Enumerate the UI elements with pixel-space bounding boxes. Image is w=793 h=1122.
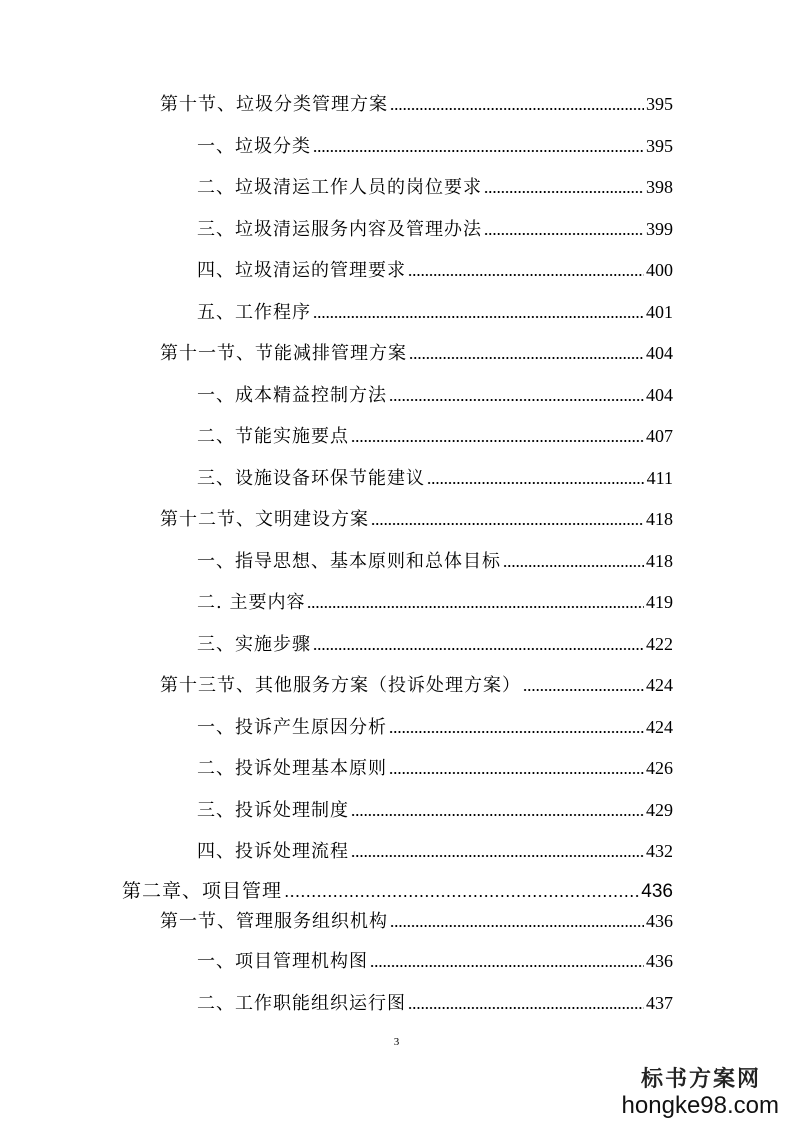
toc-entry-title: 二、垃圾清运工作人员的岗位要求 — [197, 177, 482, 198]
toc-entry-title: 三、垃圾清运服务内容及管理办法 — [197, 219, 482, 240]
toc-entry-page-number: 398 — [646, 177, 673, 197]
toc-dot-leader — [484, 189, 644, 195]
toc-dot-leader — [523, 687, 644, 693]
toc-entry[interactable] — [160, 910, 673, 933]
toc-dot-leader — [370, 963, 644, 969]
toc-entry[interactable] — [197, 301, 673, 324]
toc-dot-leader — [313, 314, 644, 320]
toc-entry[interactable] — [197, 633, 673, 656]
toc-entry-page-number: 436 — [646, 911, 673, 931]
toc-entry-title: 第十三节、其他服务方案（投诉处理方案） — [160, 675, 521, 696]
toc-entry-title: 第十节、垃圾分类管理方案 — [160, 94, 388, 115]
site-watermark — [622, 1068, 779, 1118]
toc-entry[interactable] — [197, 176, 673, 199]
toc-entry-title: 三、设施设备环保节能建议 — [197, 468, 425, 489]
toc-entry[interactable] — [197, 799, 673, 822]
toc-entry[interactable] — [197, 757, 673, 780]
toc-dot-leader — [313, 646, 644, 652]
toc-entry-title: 五、工作程序 — [197, 302, 311, 323]
toc-entry-page-number: 395 — [646, 136, 673, 156]
toc-entry-title: 第二章、项目管理 — [122, 880, 283, 902]
toc-entry-page-number: 418 — [646, 551, 673, 571]
toc-dot-leader — [390, 923, 644, 929]
toc-entry[interactable] — [160, 508, 673, 531]
toc-entry[interactable] — [197, 550, 673, 573]
toc-entry-page-number: 404 — [646, 385, 673, 405]
toc-dot-leader — [371, 521, 644, 527]
toc-dot-leader — [408, 272, 644, 278]
toc-entry-page-number: 411 — [646, 468, 673, 488]
toc-entry-page-number: 401 — [646, 302, 673, 322]
toc-entry-title: 二、投诉处理基本原则 — [197, 758, 387, 779]
toc-entry-title: 三、投诉处理制度 — [197, 800, 349, 821]
toc-entry-page-number: 422 — [646, 634, 673, 654]
toc-entry[interactable] — [197, 259, 673, 282]
toc-entry[interactable] — [160, 342, 673, 365]
toc-entry-title: 一、投诉产生原因分析 — [197, 717, 387, 738]
toc-entry-page-number: 432 — [646, 841, 673, 861]
toc-entry[interactable] — [197, 840, 673, 863]
toc-entry-page-number: 436 — [641, 881, 673, 902]
toc-entry[interactable] — [197, 467, 673, 490]
toc-dot-leader — [408, 1005, 644, 1011]
toc-dot-leader — [427, 480, 645, 486]
toc-entry[interactable] — [160, 674, 673, 697]
toc-entry[interactable] — [197, 135, 673, 158]
toc-entry-page-number: 407 — [646, 426, 673, 446]
toc-entry-title: 三、实施步骤 — [197, 634, 311, 655]
toc-entry-page-number: 424 — [646, 675, 673, 695]
toc-entry-title: 一、成本精益控制方法 — [197, 385, 387, 406]
toc-entry-page-number: 395 — [646, 94, 673, 114]
toc-entry[interactable] — [197, 425, 673, 448]
toc-dot-leader — [389, 397, 644, 403]
toc-dot-leader — [351, 853, 644, 859]
watermark-site-name: 标书方案网 — [640, 1066, 761, 1092]
toc-entry[interactable] — [197, 950, 673, 973]
toc-entry[interactable] — [197, 716, 673, 739]
toc-entry-page-number: 399 — [646, 219, 673, 239]
toc-entry-title: 二、节能实施要点 — [197, 426, 349, 447]
toc-entry[interactable] — [197, 591, 673, 614]
toc-entry[interactable] — [160, 93, 673, 116]
page-number: 3 — [393, 1036, 400, 1048]
toc-dot-leader — [389, 729, 644, 735]
toc-entry[interactable] — [197, 384, 673, 407]
toc-entry-page-number: 426 — [646, 758, 673, 778]
toc-dot-leader — [484, 231, 644, 237]
toc-dot-leader — [351, 438, 644, 444]
toc-dot-leader — [351, 812, 644, 818]
toc-entry-page-number: 404 — [646, 343, 673, 363]
toc-dot-leader — [389, 770, 644, 776]
watermark-domain: hongke98.com — [621, 1092, 779, 1119]
toc-dot-leader — [409, 355, 644, 361]
toc-entry-title: 四、垃圾清运的管理要求 — [197, 260, 406, 281]
toc-entry-title: 一、指导思想、基本原则和总体目标 — [197, 551, 501, 572]
toc-dot-leader — [313, 148, 644, 154]
toc-entry-title: 二. 主要内容 — [197, 592, 306, 613]
toc-entry-page-number: 400 — [646, 260, 673, 280]
toc-entry[interactable] — [197, 218, 673, 241]
toc-dot-leader — [284, 893, 639, 899]
toc-entry-page-number: 419 — [646, 592, 673, 612]
toc-dot-leader — [390, 106, 644, 112]
toc-entry-title: 二、工作职能组织运行图 — [197, 993, 406, 1014]
toc-entry-page-number: 424 — [646, 717, 673, 737]
toc-dot-leader — [503, 563, 644, 569]
toc-entry-title: 一、垃圾分类 — [197, 136, 311, 157]
toc-entry[interactable] — [197, 992, 673, 1015]
toc-entry-title: 第一节、管理服务组织机构 — [160, 911, 388, 932]
toc-entry-title: 一、项目管理机构图 — [197, 951, 368, 972]
toc-entry-page-number: 437 — [646, 993, 673, 1013]
toc-entry-page-number: 429 — [646, 800, 673, 820]
toc-entry-page-number: 436 — [646, 951, 673, 971]
toc-entry-title: 第十一节、节能减排管理方案 — [160, 343, 407, 364]
toc-entry[interactable] — [122, 880, 673, 903]
toc-entry-title: 第十二节、文明建设方案 — [160, 509, 369, 530]
toc-entry-page-number: 418 — [646, 509, 673, 529]
toc-entry-title: 四、投诉处理流程 — [197, 841, 349, 862]
toc-dot-leader — [307, 604, 644, 610]
